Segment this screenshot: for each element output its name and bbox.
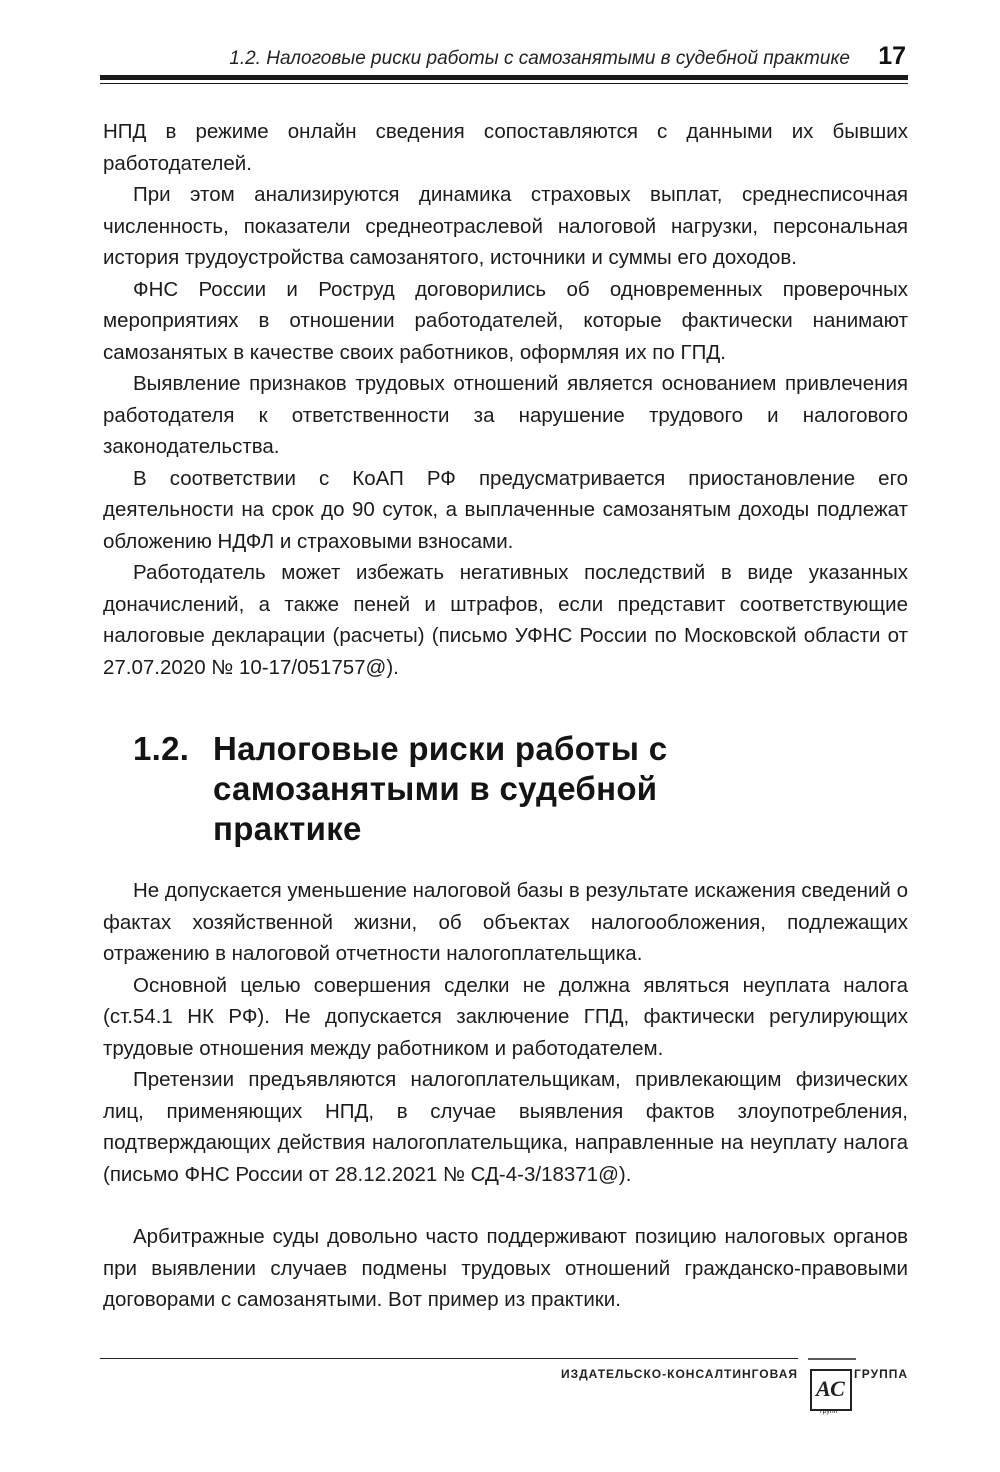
paragraph: ФНС России и Роструд договорились об одновременных проверочных мероприятиях в отношении работодателей, которые фактически нанимают самозанятых в качестве своих работников, оформляя их по ГПД. xyxy=(103,277,908,364)
paragraph: Выявление признаков трудовых отношений является основанием привлечения работодателя к ответственности за нарушение трудового и налогового законодательства. xyxy=(103,372,908,458)
publisher-logo-icon xyxy=(808,1358,856,1416)
footer-rule xyxy=(100,1358,798,1359)
section-number: 1.2. xyxy=(133,730,190,767)
publisher-name-right: ГРУППА xyxy=(853,1367,908,1381)
running-title: 1.2. Налоговые риски работы с самозанятыми в судебной практике xyxy=(229,48,850,69)
page-footer xyxy=(100,1358,908,1438)
header-rule-thin xyxy=(100,83,908,84)
publisher-name-left: ИЗДАТЕЛЬСКО-КОНСАЛТИНГОВАЯ xyxy=(560,1367,798,1381)
paragraph: Не допускается уменьшение налоговой базы в результате искажения сведений о фактах хозяйственной жизни, об объектах налогообложения, подлежащих отражению в налоговой отчетности налогоплательщика. xyxy=(103,879,908,965)
page-header xyxy=(100,40,908,80)
page-body xyxy=(103,116,908,1316)
paragraph: Претензии предъявляются налогоплательщикам, привлекающим физических лиц, применяющих НПД, в случае выявления фактов злоупотребления, подтверждающих действия налогоплательщика, направленные на неуплату налога (письмо ФНС России от 28.12.2021 № СД-4-3/18371@). xyxy=(103,1068,908,1186)
header-rule-thick xyxy=(100,75,908,80)
page-number: 17 xyxy=(878,42,906,70)
paragraph: Арбитражные суды довольно часто поддерживают позицию налоговых органов при выявлении случаев подмены трудовых отношений гражданско-правовыми договорами с самозанятыми. Вот пример из практики. xyxy=(103,1225,908,1311)
section-title: Налоговые риски работы с самозанятыми в судебной практике xyxy=(213,730,668,847)
paragraph: Работодатель может избежать негативных последствий в виде указанных доначислений, а также пеней и штрафов, если представит соответствующие налоговые декларации (расчеты) (письмо УФНС России по Московской области от 27.07.2020 № 10-17/051757@). xyxy=(103,561,908,679)
paragraph: В соответствии с КоАП РФ предусматривается приостановление его деятельности на срок до 90 суток, а выплаченные самозанятым доходы подлежат обложению НДФЛ и страховыми взносами. xyxy=(103,466,908,553)
paragraph: При этом анализируются динамика страховых выплат, среднесписочная численность, показатели среднеотраслевой налоговой нагрузки, персональная история трудоустройства самозанятого, источники и суммы его доходов. xyxy=(103,183,908,269)
logo-subtext: групп xyxy=(820,1408,838,1415)
paragraph: Основной целью совершения сделки не должна являться неуплата налога (ст.54.1 НК РФ). Не допускается заключение ГПД, фактически регулирующих трудовые отношения между работником и работодателем. xyxy=(103,973,908,1060)
logo-text: АС xyxy=(816,1376,845,1401)
paragraph: НПД в режиме онлайн сведения сопоставляются с данными их бывших работодателей. xyxy=(103,120,908,175)
section-heading xyxy=(133,729,908,849)
paragraph-gap xyxy=(103,1190,908,1221)
